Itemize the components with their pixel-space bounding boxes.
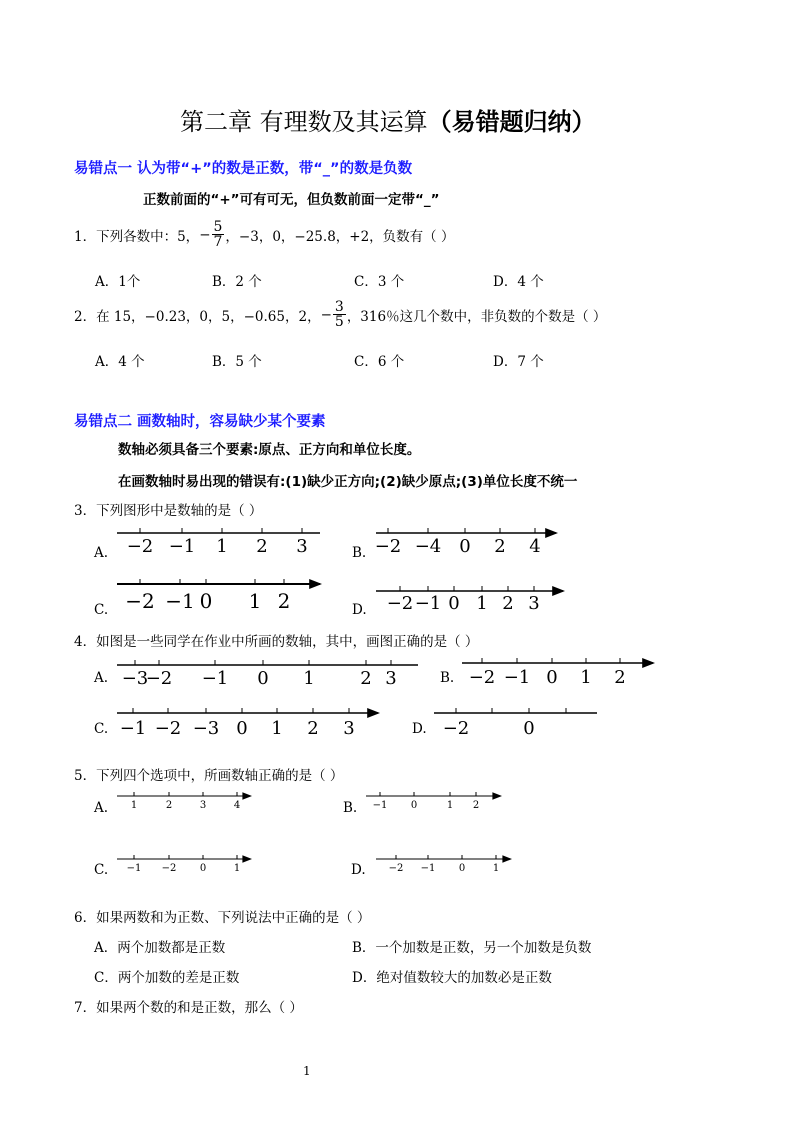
q1-stem-a: 1．下列各数中：5， xyxy=(74,228,200,245)
q4-label-b: B. xyxy=(440,670,455,686)
q5c-axis-arrow xyxy=(242,855,252,863)
q4b-axis-tick-label: 0 xyxy=(546,667,558,688)
section2-note2: 在画数轴时易出现的错误有:(1)缺少正方向;(2)缺少原点;(3)单位长度不统一 xyxy=(118,474,578,490)
q3-label-a: A. xyxy=(94,545,109,561)
q5b-axis-tick-label: 1 xyxy=(446,800,454,811)
q3-label-c: C. xyxy=(94,602,109,618)
q3d-axis-tick-label: 2 xyxy=(502,593,514,614)
q4c-axis-tick-label: −1 xyxy=(119,718,147,739)
q1-option-d: D．4 个 xyxy=(493,274,544,290)
question-5: 5．下列四个选项中，所画数轴正确的是（ ） xyxy=(74,768,344,784)
q4-label-a: A. xyxy=(94,670,109,686)
q3d-axis-tick-label: 0 xyxy=(448,593,460,614)
q3d-axis-tick-label: −1 xyxy=(414,593,442,614)
q6-option-c: C．两个加数的差是正数 xyxy=(94,970,240,986)
q5-label-a: A. xyxy=(94,800,109,816)
q5a-axis-arrow xyxy=(242,792,252,800)
q5a-axis-tick-label: 1 xyxy=(130,800,138,811)
q4b-axis-arrow xyxy=(642,658,655,668)
q4d-axis-tick-label: −2 xyxy=(442,718,470,739)
q5d-axis-tick-label: −1 xyxy=(420,863,436,874)
q6-option-d: D．绝对值数较大的加数必是正数 xyxy=(352,970,552,986)
q1-frac-num: 5 xyxy=(213,219,223,235)
q3c-axis-tick-label: 1 xyxy=(248,589,262,613)
q4b-axis-tick-label: 1 xyxy=(580,667,592,688)
q4d-axis-tick-label: 0 xyxy=(523,718,535,739)
q3b-axis-tick-label: −4 xyxy=(414,536,442,557)
question-3: 3．下列图形中是数轴的是（ ） xyxy=(74,503,263,519)
q3c-axis-tick-label: 0 xyxy=(199,589,213,613)
q2-frac-den: 5 xyxy=(334,314,344,330)
q3c-axis-tick-label: −2 xyxy=(125,589,155,613)
q4a-axis-tick-label: 0 xyxy=(257,668,269,689)
q3b-axis-tick-label: −2 xyxy=(374,536,402,557)
q4-label-c: C. xyxy=(94,721,109,737)
q5b-axis-tick-label: −1 xyxy=(372,800,388,811)
q5d-axis-tick-label: 1 xyxy=(492,863,500,874)
q4c-axis-tick-label: 3 xyxy=(343,718,355,739)
q4a-axis-tick-label: −3 xyxy=(121,668,149,689)
q3d-axis-tick-label: 3 xyxy=(528,593,540,614)
q3-label-d: D. xyxy=(352,602,367,618)
q5b-axis-tick-label: 2 xyxy=(472,800,480,811)
q4c-axis-tick-label: 1 xyxy=(271,718,283,739)
title-normal: 第二章 有理数及其运算 xyxy=(180,108,428,136)
q1-stem-b: ，−3，0，−25.8，+2，负数有（ ） xyxy=(225,228,455,245)
q3b-axis-tick-label: 2 xyxy=(494,536,506,557)
q4b-axis-tick-label: 2 xyxy=(614,667,626,688)
q2-stem-b: ，316％这几个数中，非负数的个数是（ ） xyxy=(346,308,607,325)
q1-option-c: C．3 个 xyxy=(354,274,405,290)
q4-label-d: D. xyxy=(412,721,427,737)
q5-label-c: C. xyxy=(94,862,109,878)
q5a-axis-tick-label: 3 xyxy=(199,800,207,811)
q1-frac-den: 7 xyxy=(213,234,223,250)
q3-label-b: B. xyxy=(352,545,367,561)
q6-option-b: B．一个加数是正数，另一个加数是负数 xyxy=(352,940,592,956)
q6-option-a: A．两个加数都是正数 xyxy=(94,940,226,956)
q3c-axis-tick-label: 2 xyxy=(277,589,291,613)
q3b-axis-arrow xyxy=(545,528,558,538)
q3c-axis-arrow xyxy=(309,579,322,589)
q5c-axis-tick-label: 0 xyxy=(199,863,207,874)
q2-option-c: C．6 个 xyxy=(354,354,405,370)
q3d-axis-tick-label: 1 xyxy=(476,593,488,614)
question-6: 6．如果两数和为正数、下列说法中正确的是（ ） xyxy=(74,910,371,926)
q3a-axis-tick-label: 2 xyxy=(256,536,268,557)
q4a-axis-tick-label: −1 xyxy=(201,668,229,689)
q3c-axis-tick-label: −1 xyxy=(165,589,195,613)
q4a-axis-tick-label: −2 xyxy=(145,668,173,689)
q5d-axis-arrow xyxy=(502,855,512,863)
q5c-axis-tick-label: 1 xyxy=(233,863,241,874)
q5b-axis-arrow xyxy=(492,792,502,800)
q3b-axis-tick-label: 0 xyxy=(459,536,471,557)
question-7: 7．如果两个数的和是正数，那么（ ） xyxy=(74,1000,303,1016)
q3d-axis-tick-label: −2 xyxy=(386,593,414,614)
q1-option-b: B．2 个 xyxy=(212,274,262,290)
q2-option-d: D．7 个 xyxy=(493,354,544,370)
q2-option-a: A．4 个 xyxy=(95,354,145,370)
q4b-axis-tick-label: −1 xyxy=(503,667,531,688)
q3a-axis-tick-label: 1 xyxy=(216,536,228,557)
q4c-axis-tick-label: 0 xyxy=(236,718,248,739)
q4a-axis-tick-label: 1 xyxy=(303,668,315,689)
q1-option-a: A．1个 xyxy=(95,274,141,290)
q5d-axis-tick-label: −2 xyxy=(388,863,404,874)
section1-note: 正数前面的“+”可有可无，但负数前面一定带“_” xyxy=(143,192,440,208)
q1-frac-sign: − xyxy=(199,226,211,243)
section1-heading: 易错点一 认为带“+”的数是正数，带“_”的数是负数 xyxy=(74,161,413,177)
q4c-axis-tick-label: −3 xyxy=(192,718,220,739)
q2-stem-a: 2．在 15，−0.23，0，5，−0.65，2， xyxy=(74,308,321,325)
q4a-axis-tick-label: 2 xyxy=(360,668,372,689)
q5d-axis-tick-label: 0 xyxy=(458,863,466,874)
q4b-axis-tick-label: −2 xyxy=(468,667,496,688)
q5a-axis-tick-label: 2 xyxy=(165,800,173,811)
q5-label-d: D. xyxy=(351,862,366,878)
q5-label-b: B. xyxy=(343,800,358,816)
q2-option-b: B．5 个 xyxy=(212,354,262,370)
q3a-axis-tick-label: 3 xyxy=(296,536,308,557)
question-4: 4．如图是一些同学在作业中所画的数轴，其中，画图正确的是（ ） xyxy=(74,634,479,650)
page-number: 1 xyxy=(303,1064,311,1078)
q4c-axis-tick-label: −2 xyxy=(154,718,182,739)
q4a-axis-tick-label: 3 xyxy=(385,668,397,689)
section2-note1: 数轴必须具备三个要素:原点、正方向和单位长度。 xyxy=(118,442,421,458)
q5c-axis-tick-label: −1 xyxy=(126,863,142,874)
q3a-axis-tick-label: −2 xyxy=(126,536,154,557)
q2-frac-sign: − xyxy=(320,306,332,323)
section2-heading: 易错点二 画数轴时，容易缺少某个要素 xyxy=(74,414,326,430)
q5b-axis-tick-label: 0 xyxy=(410,800,418,811)
q5c-axis-tick-label: −2 xyxy=(161,863,177,874)
q3a-axis-tick-label: −1 xyxy=(168,536,196,557)
title-bold: （易错题归纳） xyxy=(427,107,596,136)
q4c-axis-tick-label: 2 xyxy=(307,718,319,739)
q5a-axis-tick-label: 4 xyxy=(233,800,241,811)
q3b-axis-tick-label: 4 xyxy=(529,536,541,557)
q2-frac-num: 3 xyxy=(334,299,344,315)
q4c-axis-arrow xyxy=(367,708,380,718)
q3d-axis-arrow xyxy=(552,586,565,596)
